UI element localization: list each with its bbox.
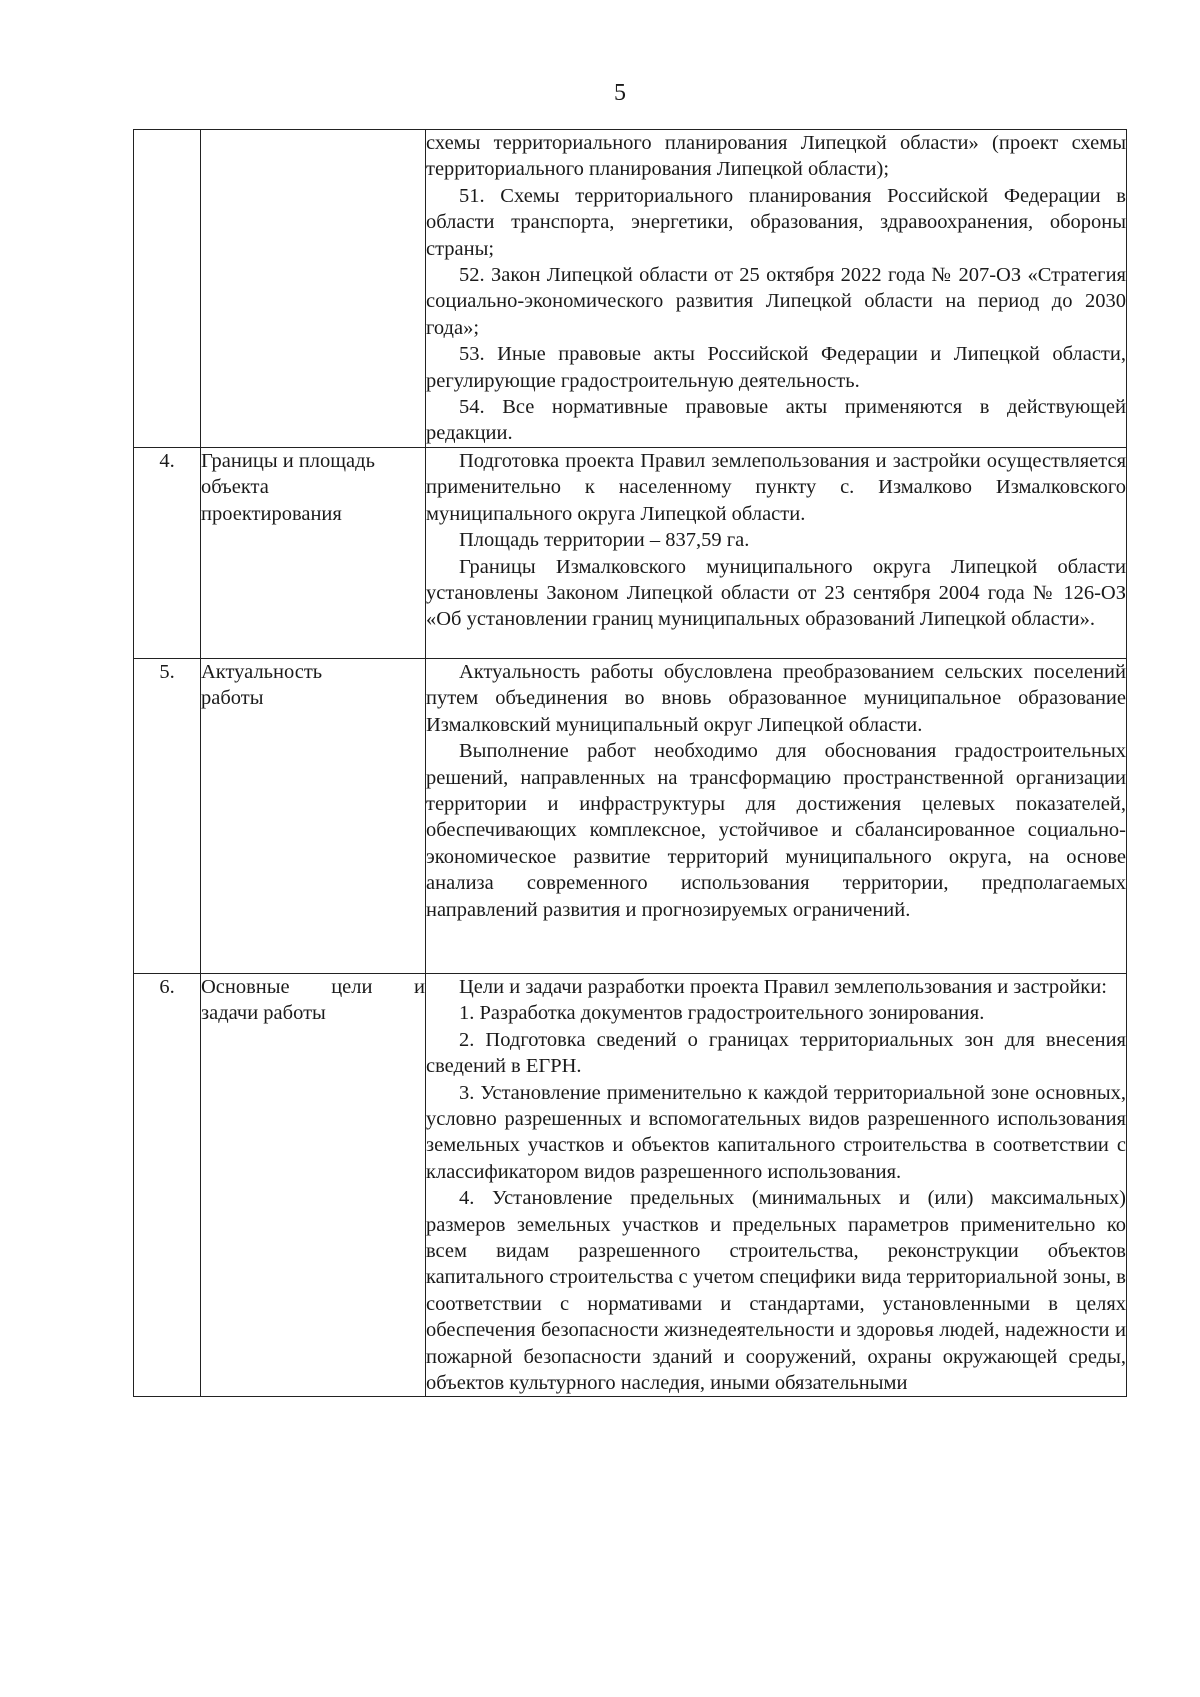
table-row [134, 130, 1127, 448]
content-paragraph: 54. Все нормативные правовые акты применяются в действующей редакции. [426, 396, 1126, 445]
row-name-line: объекта [201, 476, 269, 499]
content-paragraph: Цели и задачи разработки проекта Правил землепользования и застройки: [459, 975, 1107, 998]
row-name-line: Границы и площадь [201, 449, 375, 472]
row-number-cell: 4. [134, 447, 201, 658]
content-paragraph: 3. Установление применительно к каждой территориальной зоне основных, условно разрешенных и вспомогательных видов разрешенного использования земельных участков и объектов капитального строительства в соответствии с классификатором видов разрешенного использования. [426, 1081, 1126, 1183]
content-paragraph: 4. Установление предельных (минимальных и (или) максимальных) размеров земельных участков и предельных параметров применительно ко всем видам разрешенного строительства, реконструкции объектов капитального строительства с учетом специфики вида территориальной зоны, в соответствии с нормативами и стандартами, установленными в целях обеспечения безопасности жизнедеятельности и здоровья людей, надежности и пожарной безопасности зданий и сооружений, охраны окружающей среды, объектов культурного наследия, иными обязательными [426, 1187, 1126, 1394]
table-row [134, 973, 1127, 1397]
content-paragraph: 1. Разработка документов градостроительного зонирования. [459, 1002, 985, 1025]
row-name-line: Основные цели и [201, 975, 425, 998]
page-number: 5 [614, 80, 626, 106]
content-paragraph: Площадь территории – 837,59 га. [459, 529, 750, 552]
content-paragraph: Актуальность работы обусловлена преобразованием сельских поселений путем объединения во вновь образованное муниципальное образование Измалковский муниципальный округ Липецкой области. [426, 660, 1126, 736]
content-paragraph: 53. Иные правовые акты Российской Федерации и Липецкой области, регулирующие градостроительную деятельность. [426, 343, 1126, 392]
row-content-cell [426, 973, 1127, 1397]
table-row [134, 658, 1127, 973]
row-number-cell [134, 130, 201, 448]
content-paragraph: 52. Закон Липецкой области от 25 октября 2022 года № 207-ОЗ «Стратегия социально-экономического развития Липецкой области на период до 2030 года»; [426, 264, 1126, 339]
content-paragraph: 2. Подготовка сведений о границах территориальных зон для внесения сведений в ЕГРН. [426, 1028, 1126, 1078]
row-number-cell: 5. [134, 658, 201, 973]
row-name-line: проектирования [201, 502, 342, 525]
row-name-cell [201, 973, 426, 1397]
row-name-line: Актуальность [201, 660, 323, 683]
table-row [134, 447, 1127, 658]
terms-of-reference-table [133, 129, 1127, 1397]
row-name-cell [201, 447, 426, 658]
content-paragraph: схемы территориального планирования Липецкой области» (проект схемы территориального планирования Липецкой области); [426, 132, 1126, 181]
content-paragraph: Выполнение работ необходимо для обоснования градостроительных решений, направленных на трансформацию пространственной организации территории и инфраструктуры для достижения целевых показателей, обеспечивающих комплексное, устойчивое и сбалансированное социально-экономическое развитие территорий муниципального округа, на основе анализа современного использования территории, предполагаемых направлений развития и прогнозируемых ограничений. [426, 740, 1126, 921]
row-name-line: работы [201, 687, 264, 710]
row-content-cell [426, 658, 1127, 973]
row-number-cell: 6. [134, 973, 201, 1397]
content-paragraph: 51. Схемы территориального планирования Российской Федерации в области транспорта, энергетики, образования, здравоохранения, обороны страны; [426, 184, 1126, 260]
row-name-cell [201, 130, 426, 448]
row-content-cell [426, 447, 1127, 658]
content-paragraph: Границы Измалковского муниципального округа Липецкой области установлены Законом Липецкой области от 23 сентября 2004 года № 126-ОЗ «Об установлении границ муниципальных образований Липецкой области». [426, 555, 1126, 631]
row-name-cell [201, 658, 426, 973]
row-name-line: задачи работы [201, 1002, 326, 1025]
content-paragraph: Подготовка проекта Правил землепользования и застройки осуществляется применительно к населенному пункту с. Измалково Измалковского муниципального округа Липецкой области. [426, 449, 1126, 525]
row-content-cell [426, 130, 1127, 448]
